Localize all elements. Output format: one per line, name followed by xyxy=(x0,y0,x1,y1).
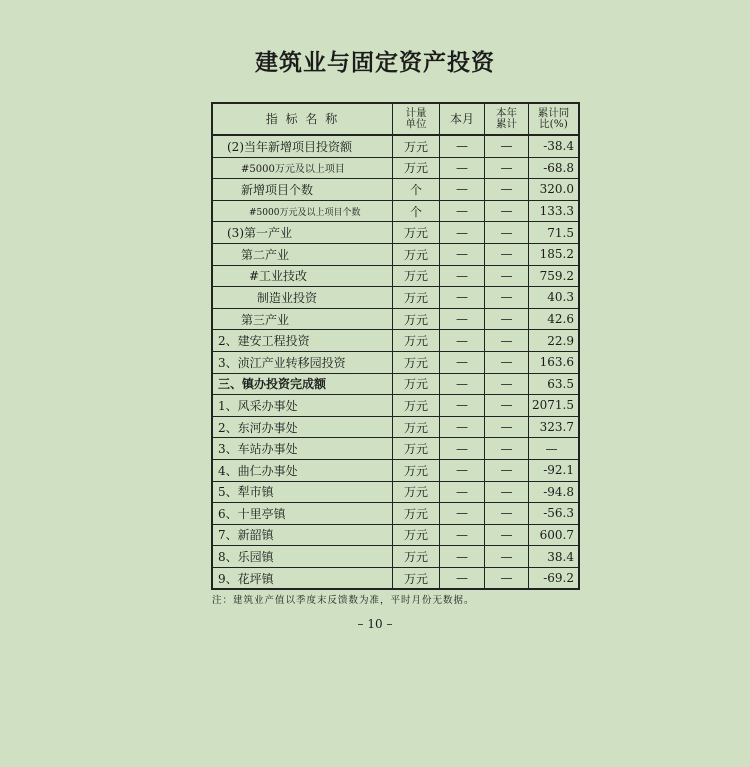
row-year: — xyxy=(485,438,529,460)
row-year: — xyxy=(485,222,529,244)
row-pct: 320.0 xyxy=(529,179,580,201)
row-year: — xyxy=(485,179,529,201)
header-pct-line2: 比(%) xyxy=(539,118,568,130)
row-name: (3)第一产业 xyxy=(212,222,393,244)
row-year: — xyxy=(485,395,529,417)
header-year-cumulative xyxy=(485,103,529,135)
header-unit-line1: 计量 xyxy=(405,107,427,119)
table-row xyxy=(212,287,579,309)
row-name: #工业技改 xyxy=(212,265,393,287)
table-row xyxy=(212,222,579,244)
row-pct: -94.8 xyxy=(529,481,580,503)
table-row xyxy=(212,373,579,395)
row-month: — xyxy=(440,265,485,287)
row-unit: 万元 xyxy=(393,567,440,589)
row-month: — xyxy=(440,135,485,157)
row-year: — xyxy=(485,503,529,525)
row-pct: 63.5 xyxy=(529,373,580,395)
row-year: — xyxy=(485,546,529,568)
table-row xyxy=(212,459,579,481)
row-year: — xyxy=(485,287,529,309)
row-month: — xyxy=(440,481,485,503)
statistics-table xyxy=(211,102,580,590)
table-row xyxy=(212,503,579,525)
table-row xyxy=(212,179,579,201)
header-unit xyxy=(393,103,440,135)
table-row xyxy=(212,416,579,438)
row-unit: 万元 xyxy=(393,503,440,525)
row-unit: 个 xyxy=(393,179,440,201)
row-year: — xyxy=(485,567,529,589)
row-unit: 万元 xyxy=(393,222,440,244)
row-year: — xyxy=(485,308,529,330)
table-row xyxy=(212,524,579,546)
row-name: 第二产业 xyxy=(212,243,393,265)
row-name: 3、浈江产业转移园投资 xyxy=(212,351,393,373)
row-unit: 万元 xyxy=(393,265,440,287)
row-month: — xyxy=(440,546,485,568)
row-year: — xyxy=(485,373,529,395)
table-row xyxy=(212,546,579,568)
row-month: — xyxy=(440,416,485,438)
table-row xyxy=(212,438,579,460)
row-pct: — xyxy=(529,438,580,460)
row-month: — xyxy=(440,351,485,373)
header-year-line1: 本年 xyxy=(496,107,517,119)
row-unit: 万元 xyxy=(393,330,440,352)
row-unit: 万元 xyxy=(393,351,440,373)
table-row xyxy=(212,243,579,265)
row-pct: 133.3 xyxy=(529,200,580,222)
row-name: #5000万元及以上项目个数 xyxy=(212,200,393,222)
row-pct: 38.4 xyxy=(529,546,580,568)
row-unit: 个 xyxy=(393,200,440,222)
row-name: 3、车站办事处 xyxy=(212,438,393,460)
row-unit: 万元 xyxy=(393,438,440,460)
row-month: — xyxy=(440,373,485,395)
row-name: 三、镇办投资完成额 xyxy=(212,373,393,395)
row-unit: 万元 xyxy=(393,373,440,395)
table-row xyxy=(212,200,579,222)
row-pct: -92.1 xyxy=(529,459,580,481)
row-name: 8、乐园镇 xyxy=(212,546,393,568)
table-row xyxy=(212,330,579,352)
row-unit: 万元 xyxy=(393,524,440,546)
row-name: 7、新韶镇 xyxy=(212,524,393,546)
row-name: 1、风采办事处 xyxy=(212,395,393,417)
row-unit: 万元 xyxy=(393,308,440,330)
header-yoy-percent xyxy=(529,103,580,135)
row-year: — xyxy=(485,330,529,352)
row-unit: 万元 xyxy=(393,481,440,503)
header-pct-line1: 累计同 xyxy=(537,107,570,119)
table-row xyxy=(212,265,579,287)
row-month: — xyxy=(440,243,485,265)
row-name: 6、十里亭镇 xyxy=(212,503,393,525)
row-year: — xyxy=(485,416,529,438)
row-month: — xyxy=(440,438,485,460)
row-year: — xyxy=(485,524,529,546)
row-year: — xyxy=(485,200,529,222)
table-header-row xyxy=(212,103,579,135)
row-pct: 185.2 xyxy=(529,243,580,265)
row-month: — xyxy=(440,567,485,589)
row-year: — xyxy=(485,351,529,373)
row-name: 5、犁市镇 xyxy=(212,481,393,503)
row-name: 4、曲仁办事处 xyxy=(212,459,393,481)
table-row xyxy=(212,135,579,157)
row-unit: 万元 xyxy=(393,546,440,568)
row-pct: 71.5 xyxy=(529,222,580,244)
row-pct: -69.2 xyxy=(529,567,580,589)
table-row xyxy=(212,395,579,417)
row-year: — xyxy=(485,243,529,265)
row-month: — xyxy=(440,222,485,244)
row-unit: 万元 xyxy=(393,135,440,157)
row-name: 新增项目个数 xyxy=(212,179,393,201)
row-year: — xyxy=(485,135,529,157)
row-pct: 40.3 xyxy=(529,287,580,309)
row-pct: 42.6 xyxy=(529,308,580,330)
row-pct: 163.6 xyxy=(529,351,580,373)
page-title: 建筑业与固定资产投资 xyxy=(255,49,495,76)
table-row xyxy=(212,157,579,179)
row-year: — xyxy=(485,481,529,503)
row-month: — xyxy=(440,157,485,179)
row-pct: -68.8 xyxy=(529,157,580,179)
row-year: — xyxy=(485,459,529,481)
row-month: — xyxy=(440,287,485,309)
table-row xyxy=(212,351,579,373)
row-pct: 600.7 xyxy=(529,524,580,546)
header-month: 本月 xyxy=(440,103,485,135)
row-unit: 万元 xyxy=(393,416,440,438)
row-pct: -56.3 xyxy=(529,503,580,525)
footnote: 注：建筑业产值以季度末反馈数为准，平时月份无数据。 xyxy=(212,595,475,606)
row-pct: 323.7 xyxy=(529,416,580,438)
row-unit: 万元 xyxy=(393,459,440,481)
row-name: (2)当年新增项目投资额 xyxy=(212,135,393,157)
header-indicator-name: 指 标 名 称 xyxy=(212,103,393,135)
header-year-line2: 累计 xyxy=(496,118,517,130)
row-unit: 万元 xyxy=(393,243,440,265)
row-name: 2、东河办事处 xyxy=(212,416,393,438)
table-row xyxy=(212,567,579,589)
row-month: — xyxy=(440,330,485,352)
row-pct: -38.4 xyxy=(529,135,580,157)
row-month: — xyxy=(440,459,485,481)
row-pct: 22.9 xyxy=(529,330,580,352)
row-year: — xyxy=(485,157,529,179)
row-year: — xyxy=(485,265,529,287)
row-month: — xyxy=(440,308,485,330)
row-pct: 2071.5 xyxy=(529,395,580,417)
row-unit: 万元 xyxy=(393,395,440,417)
table-row xyxy=(212,308,579,330)
row-month: — xyxy=(440,503,485,525)
row-month: — xyxy=(440,524,485,546)
row-name: 第三产业 xyxy=(212,308,393,330)
row-unit: 万元 xyxy=(393,157,440,179)
header-unit-line2: 单位 xyxy=(405,118,427,130)
row-name: #5000万元及以上项目 xyxy=(212,157,393,179)
row-month: — xyxy=(440,395,485,417)
row-pct: 759.2 xyxy=(529,265,580,287)
row-name: 制造业投资 xyxy=(212,287,393,309)
page-number: – 10 – xyxy=(357,617,393,631)
table-row xyxy=(212,481,579,503)
row-name: 2、建安工程投资 xyxy=(212,330,393,352)
row-name: 9、花坪镇 xyxy=(212,567,393,589)
row-unit: 万元 xyxy=(393,287,440,309)
row-month: — xyxy=(440,200,485,222)
row-month: — xyxy=(440,179,485,201)
